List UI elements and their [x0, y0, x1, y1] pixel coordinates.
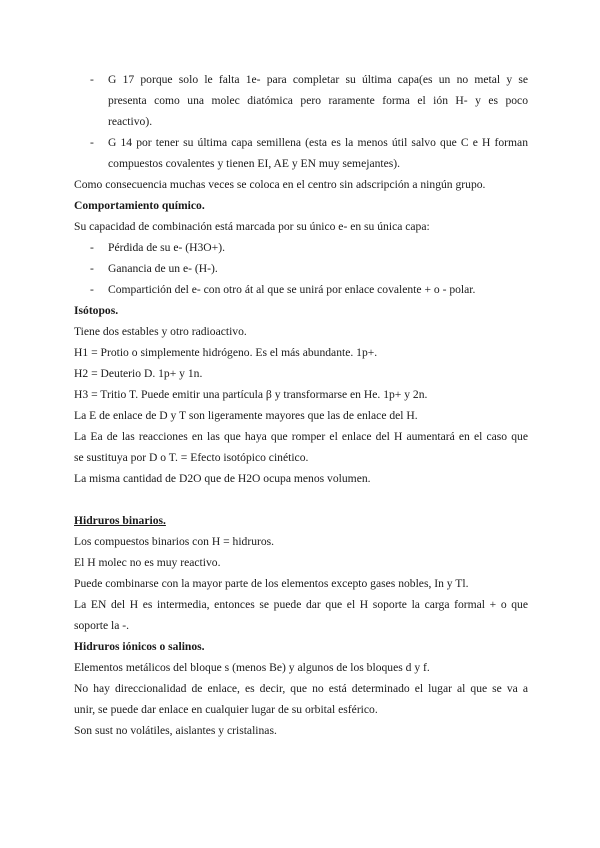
hidruros-line: Los compuestos binarios con H = hidruros. [74, 535, 275, 548]
list-item: Ganancia de un e- (H-). [108, 262, 218, 275]
hidruros-line: La EN del H es intermedia, entonces se puede dar que el H soporte la carga formal + o que [74, 598, 528, 611]
bullet-dash: - [90, 262, 94, 275]
isotopos-line: La Ea de las reacciones en las que haya que romper el enlace del H aumentará en el caso que [74, 430, 528, 443]
bullet-dash: - [90, 283, 94, 296]
consecuencia-paragraph: Como consecuencia muchas veces se coloca en el centro sin adscripción a ningún grupo. [74, 178, 486, 191]
hidruros-line: soporte la -. [74, 619, 130, 632]
bullet-dash: - [90, 241, 94, 254]
list-item: Pérdida de su e- (H3O+). [108, 241, 225, 254]
isotopos-line: Tiene dos estables y otro radioactivo. [74, 325, 247, 338]
hidruros-line: Puede combinarse con la mayor parte de los elementos excepto gases nobles, In y Tl. [74, 577, 469, 590]
section-heading-hidruros-ionicos: Hidruros iónicos o salinos. [74, 640, 205, 653]
isotopos-line: se sustituya por D o T. = Efecto isotópico cinético. [74, 451, 309, 464]
section-heading-isotopos: Isótopos. [74, 304, 119, 317]
ionicos-line: unir, se puede dar enlace en cualquier lugar de su orbital esférico. [74, 703, 378, 716]
section-heading-comportamiento: Comportamiento químico. [74, 199, 205, 212]
g17-line-1: G 17 porque solo le falta 1e- para completar su última capa(es un no metal y se [108, 73, 528, 86]
ionicos-line: Son sust no volátiles, aislantes y cristalinas. [74, 724, 277, 737]
g14-line-1: G 14 por tener su última capa semillena (esta es la menos útil salvo que C e H forman [108, 136, 528, 149]
section-heading-hidruros-binarios: Hidruros binarios. [74, 514, 166, 527]
g17-line-2: presenta como una molec diatómica pero raramente forma el ión H- y es poco [108, 94, 528, 107]
g17-line-3: reactivo). [108, 115, 153, 128]
isotopos-line: H2 = Deuterio D. 1p+ y 1n. [74, 367, 203, 380]
g14-line-2: compuestos covalentes y tienen EI, AE y EN muy semejantes). [108, 157, 401, 170]
bullet-dash: - [90, 73, 94, 86]
isotopos-line: La E de enlace de D y T son ligeramente mayores que las de enlace del H. [74, 409, 418, 422]
ionicos-line: Elementos metálicos del bloque s (menos Be) y algunos de los bloques d y f. [74, 661, 430, 674]
ionicos-line: No hay direccionalidad de enlace, es decir, que no está determinado el lugar al que se va a [74, 682, 528, 695]
hidruros-line: El H molec no es muy reactivo. [74, 556, 221, 569]
isotopos-line: La misma cantidad de D2O que de H2O ocupa menos volumen. [74, 472, 371, 485]
bullet-dash: - [90, 136, 94, 149]
isotopos-line: H3 = Tritio T. Puede emitir una partícula β y transformarse en He. 1p+ y 2n. [74, 388, 428, 401]
list-item: Compartición del e- con otro át al que se unirá por enlace covalente + o - polar. [108, 283, 476, 296]
isotopos-line: H1 = Protio o simplemente hidrógeno. Es el más abundante. 1p+. [74, 346, 378, 359]
comportamiento-intro: Su capacidad de combinación está marcada por su único e- en su única capa: [74, 220, 430, 233]
